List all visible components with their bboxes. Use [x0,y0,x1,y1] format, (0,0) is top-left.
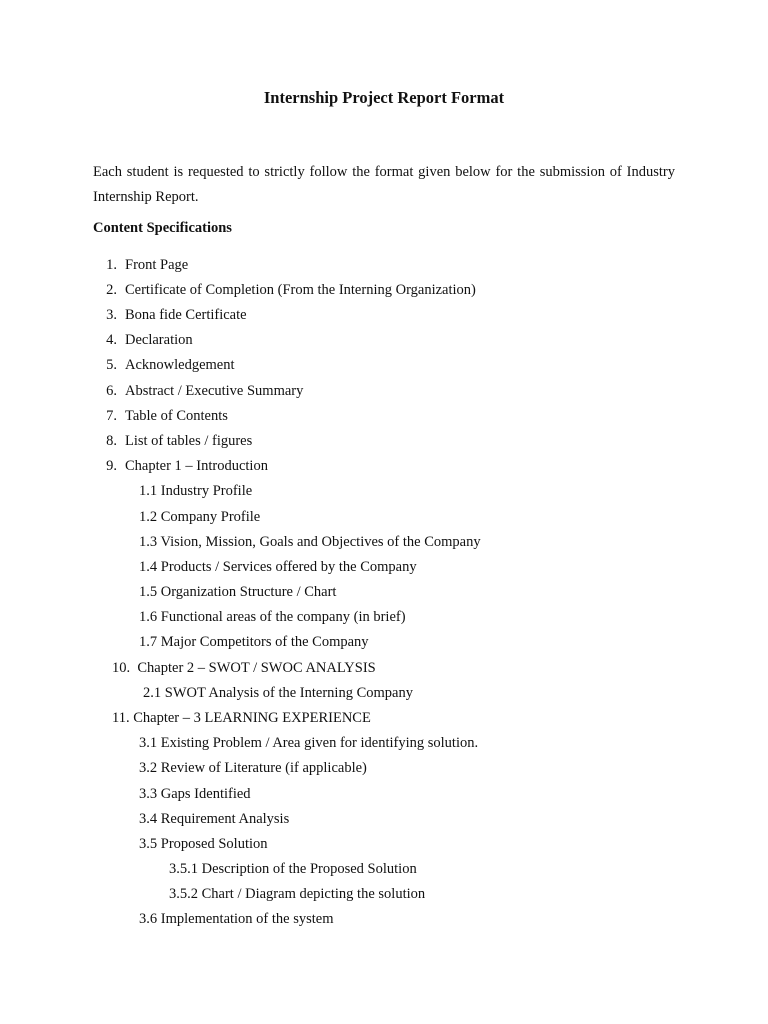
list-item [93,382,303,400]
sub-item: 3.1 Existing Problem / Area given for identifying solution. [139,735,479,751]
list-item-text: Table of Contents [125,408,228,424]
list-item-text: Front Page [125,257,189,273]
list-item [93,356,235,374]
list-item [93,407,228,425]
document-title: Internship Project Report Format [263,88,505,107]
list-item [93,281,476,299]
sub-item: 1.5 Organization Structure / Chart [139,584,337,600]
list-item [93,306,247,324]
list-item [93,432,252,450]
section-heading: Content Specifications [93,220,232,236]
list-item-number: 5. [106,357,117,373]
list-item-text: Abstract / Executive Summary [125,383,304,399]
sub-item: 1.7 Major Competitors of the Company [139,634,369,650]
list-item-text: Bona fide Certificate [125,307,247,323]
list-item [93,331,193,349]
list-item [93,256,188,274]
list-item: 11. Chapter – 3 LEARNING EXPERIENCE [112,710,371,726]
list-item: 10. Chapter 2 – SWOT / SWOC ANALYSIS [112,660,376,676]
sub-item: 2.1 SWOT Analysis of the Interning Company [143,685,413,701]
list-item-number: 9. [106,458,117,474]
list-item-number: 7. [106,408,117,424]
sub-item: 3.5 Proposed Solution [139,836,268,852]
sub-item: 3.4 Requirement Analysis [139,811,290,827]
list-item-number: 6. [106,383,117,399]
intro-paragraph: Each student is requested to strictly follow the format given below for the submission of Industry Internship Report. [93,164,675,205]
sub-item: 1.6 Functional areas of the company (in brief) [139,609,406,625]
list-item-number: 4. [106,332,117,348]
sub-item: 3.3 Gaps Identified [139,786,251,802]
list-item-text: Declaration [125,332,193,348]
sub-item: 1.4 Products / Services offered by the Company [139,559,417,575]
list-item-text: Chapter 1 – Introduction [125,458,268,474]
list-item-number: 1. [106,257,117,273]
list-item-text: List of tables / figures [125,433,253,449]
sub-item: 1.1 Industry Profile [139,483,253,499]
sub-item: 1.3 Vision, Mission, Goals and Objectives of the Company [139,534,481,550]
list-item-number: 8. [106,433,117,449]
sub-item: 3.2 Review of Literature (if applicable) [139,760,367,776]
list-item [93,457,268,475]
list-item-text: Acknowledgement [125,357,235,373]
sub-sub-item: 3.5.1 Description of the Proposed Solution [169,861,417,877]
sub-item: 3.6 Implementation of the system [139,911,334,927]
list-item-text: Certificate of Completion (From the Interning Organization) [125,282,476,298]
list-item-number: 2. [106,282,117,298]
sub-sub-item: 3.5.2 Chart / Diagram depicting the solution [169,886,426,902]
list-item-number: 3. [106,307,117,323]
sub-item: 1.2 Company Profile [139,509,261,525]
